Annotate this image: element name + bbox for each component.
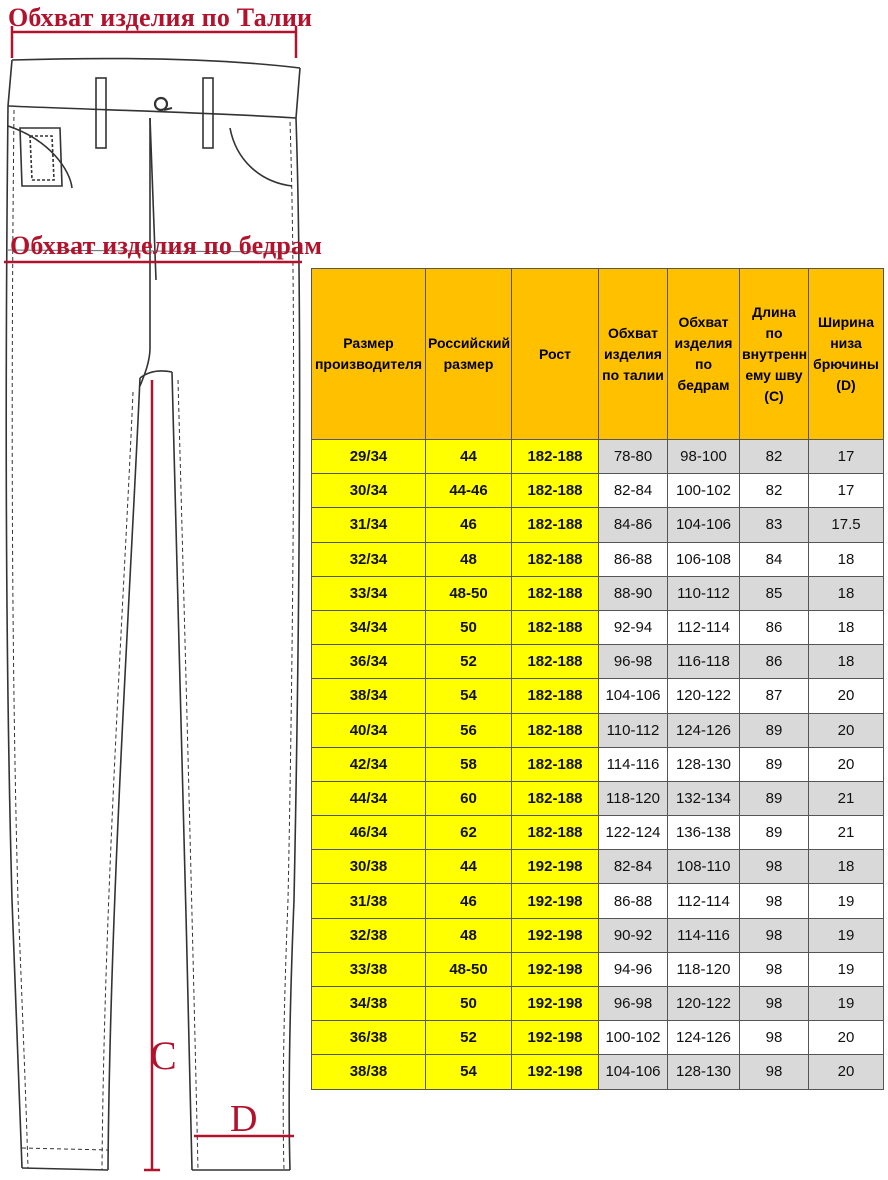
cell-inseam: 87 — [740, 679, 809, 713]
table-row — [312, 781, 884, 815]
cell-inseam: 98 — [740, 987, 809, 1021]
cell-russian-size: 50 — [426, 987, 512, 1021]
cell-manufacturer-size: 31/34 — [312, 508, 426, 542]
cell-manufacturer-size: 29/34 — [312, 440, 426, 474]
cell-russian-size: 52 — [426, 1021, 512, 1055]
cell-waist: 122-124 — [599, 816, 668, 850]
table-row — [312, 474, 884, 508]
cell-height: 192-198 — [512, 918, 599, 952]
cell-inseam: 86 — [740, 610, 809, 644]
cell-manufacturer-size: 32/34 — [312, 542, 426, 576]
cell-manufacturer-size: 38/38 — [312, 1055, 426, 1089]
cell-height: 182-188 — [512, 542, 599, 576]
cell-manufacturer-size: 46/34 — [312, 816, 426, 850]
table-row — [312, 440, 884, 474]
header-leg-opening: Ширина низа брючины (D) — [809, 269, 884, 440]
cell-hips: 108-110 — [668, 850, 740, 884]
cell-waist: 92-94 — [599, 610, 668, 644]
cell-russian-size: 44 — [426, 850, 512, 884]
table-row — [312, 884, 884, 918]
table-row — [312, 918, 884, 952]
cell-inseam: 86 — [740, 645, 809, 679]
cell-hips: 114-116 — [668, 918, 740, 952]
cell-waist: 114-116 — [599, 747, 668, 781]
cell-waist: 86-88 — [599, 884, 668, 918]
cell-hips: 120-122 — [668, 679, 740, 713]
cell-waist: 88-90 — [599, 576, 668, 610]
cell-inseam: 98 — [740, 918, 809, 952]
cell-waist: 100-102 — [599, 1021, 668, 1055]
cell-russian-size: 44-46 — [426, 474, 512, 508]
cell-manufacturer-size: 40/34 — [312, 713, 426, 747]
cell-waist: 78-80 — [599, 440, 668, 474]
cell-inseam: 98 — [740, 952, 809, 986]
cell-inseam: 89 — [740, 747, 809, 781]
cell-height: 182-188 — [512, 576, 599, 610]
cell-russian-size: 48-50 — [426, 952, 512, 986]
cell-russian-size: 50 — [426, 610, 512, 644]
cell-manufacturer-size: 31/38 — [312, 884, 426, 918]
cell-russian-size: 58 — [426, 747, 512, 781]
cell-waist: 104-106 — [599, 679, 668, 713]
cell-height: 182-188 — [512, 713, 599, 747]
cell-hips: 110-112 — [668, 576, 740, 610]
hip-measure-label: Обхват изделия по бедрам — [10, 231, 323, 260]
cell-leg-opening: 17.5 — [809, 508, 884, 542]
cell-manufacturer-size: 33/34 — [312, 576, 426, 610]
cell-russian-size: 46 — [426, 508, 512, 542]
header-inseam: Длина по внутренн ему шву (C) — [740, 269, 809, 440]
cell-height: 182-188 — [512, 645, 599, 679]
cell-leg-opening: 19 — [809, 952, 884, 986]
header-hips: Обхват изделия по бедрам — [668, 269, 740, 440]
cell-height: 182-188 — [512, 508, 599, 542]
cell-manufacturer-size: 30/38 — [312, 850, 426, 884]
cell-waist: 86-88 — [599, 542, 668, 576]
cell-leg-opening: 21 — [809, 781, 884, 815]
cell-russian-size: 46 — [426, 884, 512, 918]
cell-hips: 98-100 — [668, 440, 740, 474]
cell-russian-size: 54 — [426, 1055, 512, 1089]
header-russian-size: Российский размер — [426, 269, 512, 440]
table-row — [312, 1055, 884, 1089]
cell-leg-opening: 18 — [809, 850, 884, 884]
inseam-marker-label: C — [150, 1033, 177, 1078]
cell-height: 192-198 — [512, 987, 599, 1021]
cell-leg-opening: 17 — [809, 474, 884, 508]
cell-manufacturer-size: 34/38 — [312, 987, 426, 1021]
cell-inseam: 83 — [740, 508, 809, 542]
cell-height: 192-198 — [512, 1021, 599, 1055]
cell-waist: 104-106 — [599, 1055, 668, 1089]
cell-leg-opening: 19 — [809, 987, 884, 1021]
cell-height: 192-198 — [512, 884, 599, 918]
table-row — [312, 645, 884, 679]
cell-inseam: 98 — [740, 1021, 809, 1055]
table-row — [312, 713, 884, 747]
table-header-row — [312, 269, 884, 440]
cell-height: 182-188 — [512, 747, 599, 781]
cell-russian-size: 52 — [426, 645, 512, 679]
cell-waist: 90-92 — [599, 918, 668, 952]
cell-inseam: 98 — [740, 1055, 809, 1089]
cell-height: 192-198 — [512, 952, 599, 986]
cell-hips: 128-130 — [668, 747, 740, 781]
cell-leg-opening: 19 — [809, 918, 884, 952]
table-row — [312, 816, 884, 850]
cell-inseam: 89 — [740, 781, 809, 815]
cell-leg-opening: 20 — [809, 747, 884, 781]
cell-manufacturer-size: 36/38 — [312, 1021, 426, 1055]
cell-russian-size: 48 — [426, 918, 512, 952]
cell-hips: 120-122 — [668, 987, 740, 1021]
cell-height: 182-188 — [512, 781, 599, 815]
header-waist: Обхват изделия по талии — [599, 269, 668, 440]
table-row — [312, 508, 884, 542]
cell-russian-size: 60 — [426, 781, 512, 815]
cell-russian-size: 44 — [426, 440, 512, 474]
cell-inseam: 84 — [740, 542, 809, 576]
cell-russian-size: 54 — [426, 679, 512, 713]
table-row — [312, 576, 884, 610]
cell-leg-opening: 20 — [809, 713, 884, 747]
header-manufacturer-size: Размер производителя — [312, 269, 426, 440]
cell-leg-opening: 18 — [809, 576, 884, 610]
cell-manufacturer-size: 32/38 — [312, 918, 426, 952]
cell-russian-size: 62 — [426, 816, 512, 850]
cell-hips: 112-114 — [668, 884, 740, 918]
cell-russian-size: 48-50 — [426, 576, 512, 610]
cell-leg-opening: 18 — [809, 645, 884, 679]
cell-hips: 116-118 — [668, 645, 740, 679]
cell-manufacturer-size: 33/38 — [312, 952, 426, 986]
cell-leg-opening: 17 — [809, 440, 884, 474]
cell-height: 182-188 — [512, 610, 599, 644]
cell-leg-opening: 19 — [809, 884, 884, 918]
waist-measure-label: Обхват изделия по Талии — [8, 3, 313, 32]
table-row — [312, 542, 884, 576]
cell-leg-opening: 18 — [809, 542, 884, 576]
cell-inseam: 85 — [740, 576, 809, 610]
cell-hips: 124-126 — [668, 713, 740, 747]
cell-height: 182-188 — [512, 474, 599, 508]
cell-hips: 106-108 — [668, 542, 740, 576]
table-row — [312, 1021, 884, 1055]
header-height: Рост — [512, 269, 599, 440]
cell-waist: 96-98 — [599, 645, 668, 679]
cell-leg-opening: 21 — [809, 816, 884, 850]
cell-height: 192-198 — [512, 850, 599, 884]
cell-manufacturer-size: 36/34 — [312, 645, 426, 679]
cell-hips: 136-138 — [668, 816, 740, 850]
cell-hips: 100-102 — [668, 474, 740, 508]
cell-hips: 112-114 — [668, 610, 740, 644]
table-row — [312, 987, 884, 1021]
leg-opening-marker-label: D — [230, 1098, 258, 1140]
cell-russian-size: 48 — [426, 542, 512, 576]
cell-inseam: 89 — [740, 816, 809, 850]
cell-waist: 82-84 — [599, 474, 668, 508]
size-chart-table — [311, 268, 884, 1090]
cell-hips: 128-130 — [668, 1055, 740, 1089]
table-row — [312, 747, 884, 781]
cell-inseam: 98 — [740, 850, 809, 884]
cell-waist: 96-98 — [599, 987, 668, 1021]
cell-hips: 104-106 — [668, 508, 740, 542]
cell-inseam: 82 — [740, 474, 809, 508]
table-row — [312, 952, 884, 986]
cell-waist: 110-112 — [599, 713, 668, 747]
cell-manufacturer-size: 34/34 — [312, 610, 426, 644]
cell-inseam: 89 — [740, 713, 809, 747]
cell-height: 192-198 — [512, 1055, 599, 1089]
cell-inseam: 98 — [740, 884, 809, 918]
cell-manufacturer-size: 30/34 — [312, 474, 426, 508]
cell-russian-size: 56 — [426, 713, 512, 747]
cell-manufacturer-size: 44/34 — [312, 781, 426, 815]
table-row — [312, 679, 884, 713]
cell-waist: 94-96 — [599, 952, 668, 986]
cell-waist: 118-120 — [599, 781, 668, 815]
cell-height: 182-188 — [512, 679, 599, 713]
cell-manufacturer-size: 42/34 — [312, 747, 426, 781]
cell-waist: 84-86 — [599, 508, 668, 542]
cell-manufacturer-size: 38/34 — [312, 679, 426, 713]
table-row — [312, 610, 884, 644]
cell-hips: 118-120 — [668, 952, 740, 986]
cell-leg-opening: 20 — [809, 679, 884, 713]
cell-inseam: 82 — [740, 440, 809, 474]
cell-leg-opening: 20 — [809, 1055, 884, 1089]
table-row — [312, 850, 884, 884]
cell-waist: 82-84 — [599, 850, 668, 884]
cell-height: 182-188 — [512, 440, 599, 474]
cell-leg-opening: 20 — [809, 1021, 884, 1055]
cell-height: 182-188 — [512, 816, 599, 850]
size-chart-body — [312, 440, 884, 1090]
cell-hips: 124-126 — [668, 1021, 740, 1055]
cell-hips: 132-134 — [668, 781, 740, 815]
cell-leg-opening: 18 — [809, 610, 884, 644]
